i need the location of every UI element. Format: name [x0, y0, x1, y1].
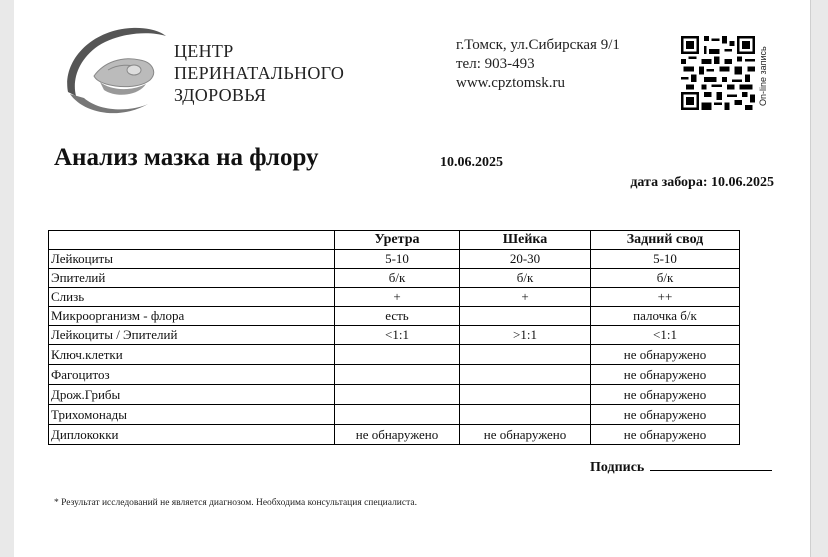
table-cell: не обнаружено	[591, 365, 740, 385]
clinic-logo-hands-icon	[60, 22, 168, 122]
clinic-name-line: ЗДОРОВЬЯ	[174, 85, 267, 105]
signature-block	[590, 458, 772, 476]
website: www.cpztomsk.ru	[456, 75, 566, 91]
table-cell: б/к	[591, 269, 740, 288]
column-header	[49, 231, 335, 250]
clinic-name-line: ПЕРИНАТАЛЬНОГО	[174, 63, 345, 83]
row-label: Лейкоциты	[49, 250, 335, 269]
address: г.Томск, ул.Сибирская 9/1	[456, 37, 620, 53]
table-row	[49, 365, 740, 385]
table-cell: б/к	[335, 269, 460, 288]
table-header-row	[49, 231, 740, 250]
table-cell	[460, 385, 591, 405]
contact-block	[456, 36, 620, 93]
collection-date: дата забора: 10.06.2025	[630, 175, 774, 190]
table-cell	[335, 385, 460, 405]
signature-label: Подпись	[590, 460, 645, 475]
table-row	[49, 269, 740, 288]
table-cell: <1:1	[591, 326, 740, 345]
qr-code-icon	[680, 36, 756, 110]
results-table	[48, 230, 740, 445]
page-edge	[810, 0, 811, 557]
table-cell: 5-10	[591, 250, 740, 269]
table-row	[49, 385, 740, 405]
clinic-name-line: ЦЕНТР	[174, 41, 234, 61]
clinic-name	[174, 40, 344, 106]
table-cell: не обнаружено	[591, 405, 740, 425]
table-cell: не обнаружено	[460, 425, 591, 445]
footnote: * Результат исследований не является диагнозом. Необходима консультация специалиста.	[54, 498, 417, 508]
table-cell: +	[335, 288, 460, 307]
qr-caption-text: On-line запись	[758, 46, 768, 106]
table-row	[49, 345, 740, 365]
table-cell: палочка б/к	[591, 307, 740, 326]
page-title: Анализ мазка на флору	[54, 144, 319, 171]
signature-line	[650, 458, 772, 471]
column-header: Уретра	[335, 231, 460, 250]
table-row	[49, 288, 740, 307]
table-cell: не обнаружено	[335, 425, 460, 445]
table-cell: ++	[591, 288, 740, 307]
column-header: Задний свод	[591, 231, 740, 250]
table-row	[49, 250, 740, 269]
table-row	[49, 425, 740, 445]
row-label: Микроорганизм - флора	[49, 307, 335, 326]
table-cell: есть	[335, 307, 460, 326]
table-cell: не обнаружено	[591, 385, 740, 405]
table-cell: б/к	[460, 269, 591, 288]
report-date: 10.06.2025	[440, 155, 503, 170]
table-cell: >1:1	[460, 326, 591, 345]
table-row	[49, 326, 740, 345]
table-cell	[335, 365, 460, 385]
row-label: Слизь	[49, 288, 335, 307]
table-cell	[460, 405, 591, 425]
table-cell: 5-10	[335, 250, 460, 269]
table-cell: +	[460, 288, 591, 307]
phone: тел: 903-493	[456, 56, 535, 72]
row-label: Фагоцитоз	[49, 365, 335, 385]
row-label: Трихомонады	[49, 405, 335, 425]
table-cell	[460, 345, 591, 365]
row-label: Эпителий	[49, 269, 335, 288]
table-cell	[335, 345, 460, 365]
table-cell: 20-30	[460, 250, 591, 269]
column-header: Шейка	[460, 231, 591, 250]
table-cell: не обнаружено	[591, 345, 740, 365]
table-row	[49, 405, 740, 425]
table-cell	[460, 365, 591, 385]
table-cell	[335, 405, 460, 425]
table-cell	[460, 307, 591, 326]
table-row	[49, 307, 740, 326]
row-label: Диплококки	[49, 425, 335, 445]
row-label: Дрож.Грибы	[49, 385, 335, 405]
table-cell: не обнаружено	[591, 425, 740, 445]
table-cell: <1:1	[335, 326, 460, 345]
row-label: Ключ.клетки	[49, 345, 335, 365]
row-label: Лейкоциты / Эпителий	[49, 326, 335, 345]
qr-caption	[756, 40, 770, 108]
